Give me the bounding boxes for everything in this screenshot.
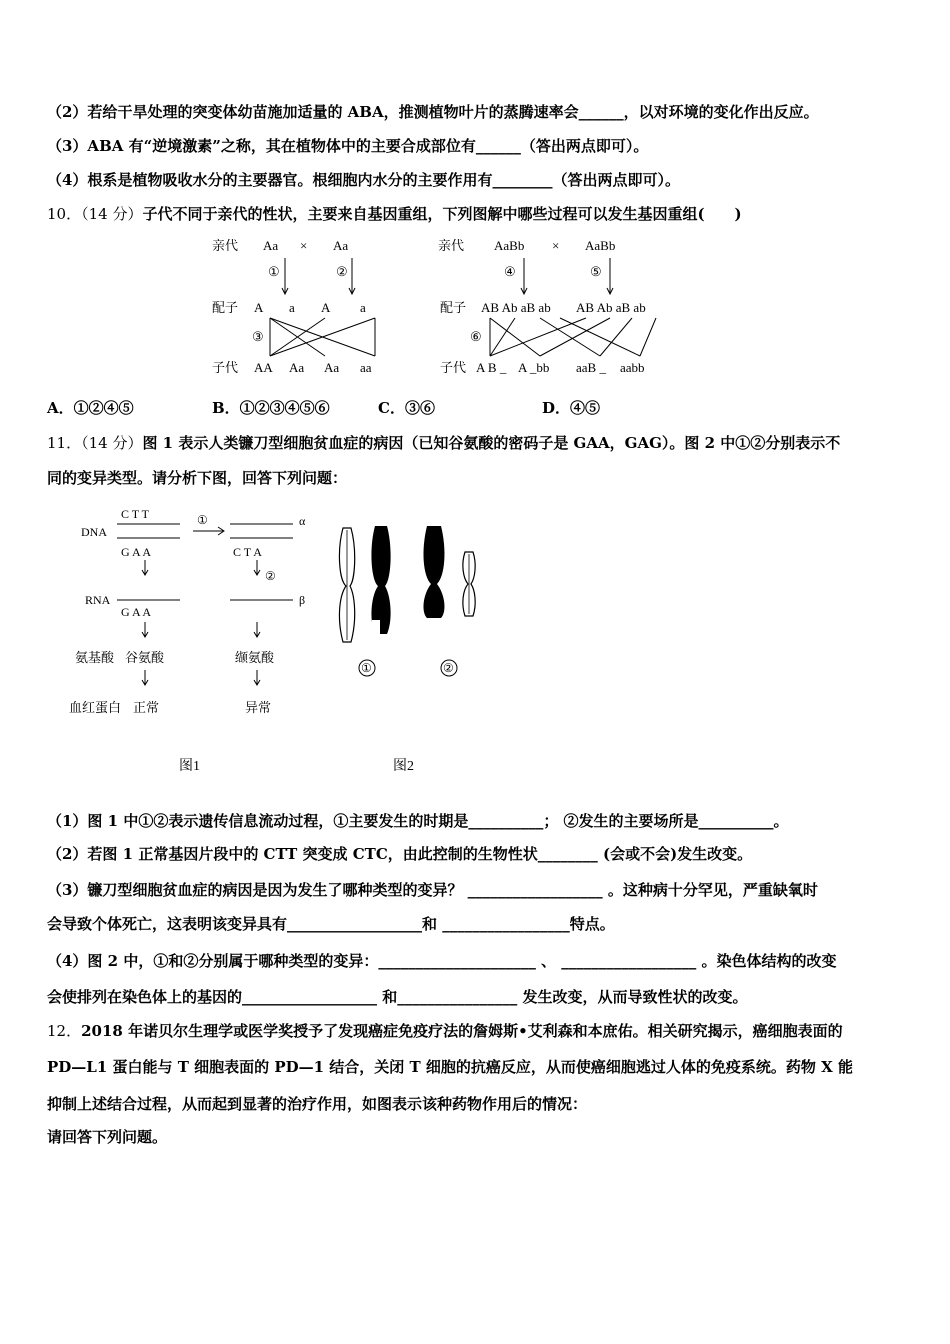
q12-line2: PD—L1 蛋白能与 T 细胞表面的 PD—1 结合，关闭 T 细胞的抗癌反应，从而使癌细胞逃过人体的免疫系统。药物 X 能 [47,1058,853,1076]
chromosome-pair-1 [339,526,390,642]
normal-label: 正常 [133,700,160,715]
dna-bottom-strand: G A A [121,545,152,559]
step2-label: ② [336,264,348,279]
option-b: B．①②③④⑤⑥ [212,399,330,417]
q12-text1: 2018 年诺贝尔生理学或医学奖授予了发现癌症免疫疗法的詹姆斯•艾利森和本庶佑。相关研究揭示，癌细胞表面的 [81,1022,843,1040]
left-child-label: 子代 [212,360,239,375]
q10-diagram [200,232,680,382]
child-3: Aa [324,360,340,375]
q12-line1 [47,1020,907,1042]
gamete-2: a [289,300,295,315]
dna-label: DNA [81,525,107,539]
right-gamete-label: 配子 [440,300,467,315]
amino-acid-label: 氨基酸 [75,650,115,665]
gamete-1: A [254,300,264,315]
q9-part2: （2）若给干旱处理的突变体幼苗施加适量的 ABA，推测植物叶片的蒸腾速率会______，以对环境的变化作出反应。 [47,103,819,121]
q12-line3: 抑制上述结合过程，从而起到显著的治疗作用，如图表示该种药物作用后的情况： [47,1095,588,1113]
child-1: AA [254,360,273,375]
q11-figures [69,500,515,790]
q10-text: 子代不同于亲代的性状，主要来自基因重组，下列图解中哪些过程可以发生基因重组( ) [142,205,742,223]
q11-part4-line2: 会使排列在染色体上的基因的__________________ 和________________ 发生改变，从而导致性状的改变。 [47,988,748,1006]
right-child-3: aaB _ [576,360,606,375]
step3-label: ③ [252,329,264,344]
step5-label: ⑤ [590,264,602,279]
amino-acid-normal: 谷氨酸 [125,650,165,665]
q12-line4: 请回答下列问题。 [47,1128,168,1146]
fig1-step1: ① [197,513,208,527]
q11-part2: （2）若图 1 正常基因片段中的 CTT 突变成 CTC，由此控制的生物性状________ (会或不会)发生改变。 [47,845,753,863]
fig1-step2: ② [265,569,276,583]
chromosome-pair-2 [424,526,476,618]
left-cross: × [300,238,308,253]
q11-part1: （1）图 1 中①②表示遗传信息流动过程，①主要发生的时期是__________； ②发生的主要场所是__________。 [47,812,789,830]
left-parent2: Aa [333,238,349,253]
beta-label: β [299,593,306,607]
left-parent1: Aa [263,238,279,253]
left-gamete-label: 配子 [212,300,239,315]
alpha-label: α [299,514,306,528]
rna-label: RNA [85,593,111,607]
q11-text1: 图 1 表示人类镰刀型细胞贫血症的病因（已知谷氨酸的密码子是 GAA，GAG）。图 2 中①②分别表示不 [142,434,841,452]
q11-part4-line1: （4）图 2 中，①和②分别属于哪种类型的变异：_____________________ 、 __________________ 。染色体结构的改变 [47,952,837,970]
gamete-4: a [360,300,366,315]
q12-number: 12． [47,1022,82,1040]
right-parent-label: 亲代 [438,238,465,253]
abnormal-label: 异常 [245,700,272,715]
dna-top-strand: C T T [121,507,150,521]
rna-sequence: G A A [121,605,152,619]
right-child-label: 子代 [440,360,467,375]
q11-part3-line2: 会导致个体死亡，这表明该变异具有__________________和 _________________特点。 [47,915,615,933]
mutant-strand: C T A [233,545,262,559]
q10-number: 10．（14 分） [47,205,143,223]
q11-stem-line2: 同的变异类型。请分析下图，回答下列问题： [47,469,348,487]
step6-label: ⑥ [470,329,482,344]
child-4: aa [360,360,372,375]
child-2: Aa [289,360,305,375]
left-parent-label: 亲代 [212,238,239,253]
q9-part3: （3）ABA 有“逆境激素”之称，其在植物体中的主要合成部位有______（答出两点即可）。 [47,137,649,155]
right-parent2: AaBb [585,238,616,253]
fig2-label1: ① [361,661,372,675]
right-parent1: AaBb [494,238,525,253]
q10-stem [47,203,907,225]
q11-number: 11．（14 分） [47,434,143,452]
fig2-label2: ② [443,661,454,675]
right-gametes-2: AB Ab aB ab [576,300,646,315]
right-child-2: A _bb [518,360,550,375]
step4-label: ④ [504,264,516,279]
q11-part3-line1: （3）镰刀型细胞贫血症的病因是因为发生了哪种类型的变异？ __________________ 。这种病十分罕见，严重缺氧时 [47,881,818,899]
right-gametes-1: AB Ab aB ab [481,300,551,315]
amino-acid-mutant: 缬氨酸 [235,650,275,665]
option-d: D．④⑤ [542,399,601,417]
fig1-caption: 图1 [179,759,200,774]
right-child-1: A B _ [476,360,507,375]
right-cross: × [552,238,560,253]
fig2-caption: 图2 [393,759,414,774]
q11-stem-line1 [47,432,907,454]
gamete-3: A [321,300,331,315]
option-c: C．③⑥ [378,399,435,417]
step1-label: ① [268,264,280,279]
right-child-4: aabb [620,360,645,375]
q9-part4: （4）根系是植物吸收水分的主要器官。根细胞内水分的主要作用有________（答出两点即可）。 [47,171,680,189]
option-a: A．①②④⑤ [47,399,134,417]
hemoglobin-label: 血红蛋白 [69,700,122,715]
